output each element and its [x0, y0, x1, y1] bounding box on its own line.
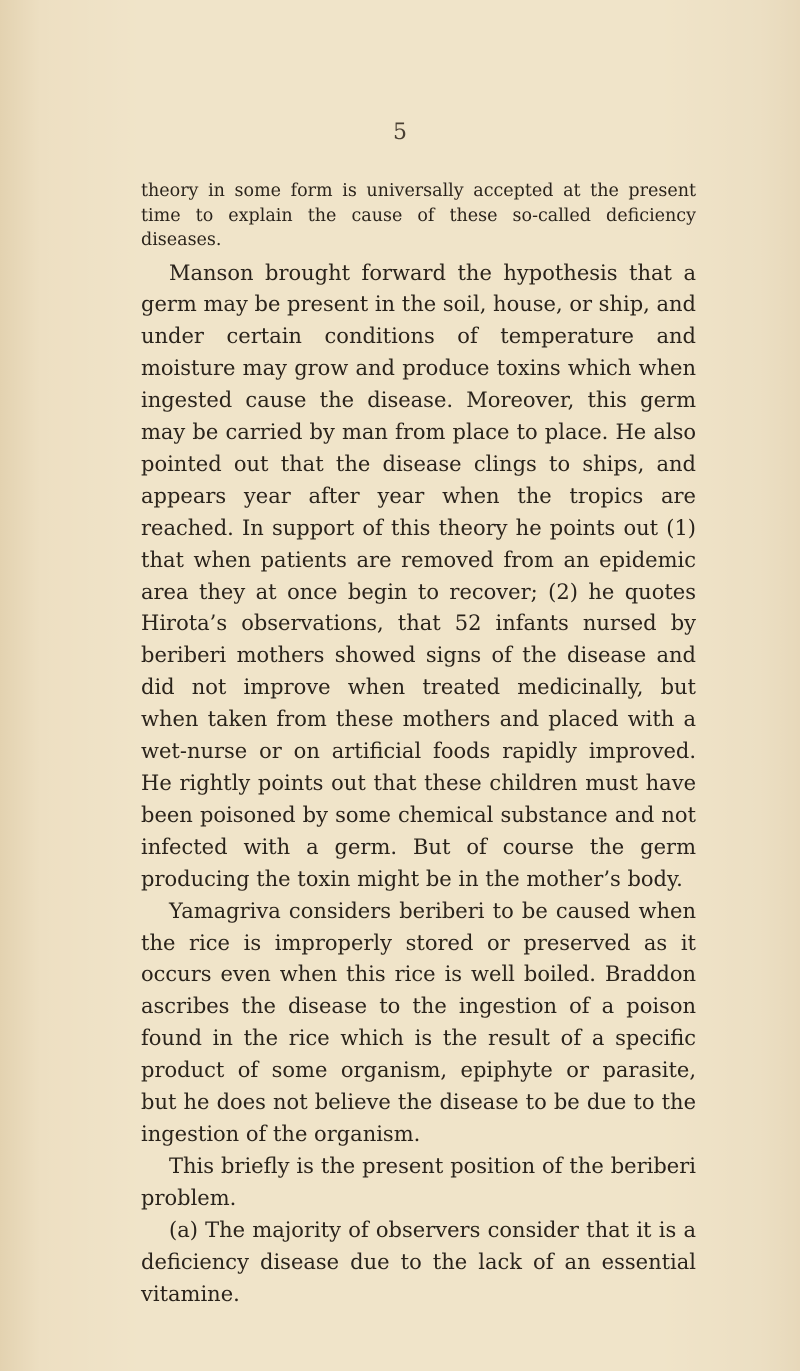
page-body	[141, 179, 696, 1310]
paragraph-point-a: (a) The majority of observers consider that it is a deficiency disease due to the lack of an essential vitamine.	[141, 1217, 696, 1306]
page-number: 5	[393, 120, 407, 145]
paragraph-continuation: theory in some form is universally accepted at the present time to explain the cause of these so-called deficiency diseases.	[141, 181, 696, 250]
paragraph-manson: Manson brought forward the hypothesis that a germ may be present in the soil, house, or ship, and under certain conditions of temperature and moisture may grow and produce toxins which when ingested cause the disease. Moreover, this germ may be carried by man from place to place. He also pointed out that the disease clings to ships, and appears year after year when the tropics are reached. In support of this theory he points out (1) that when patients are removed from an epidemic area they at once begin to recover; (2) he quotes Hirota’s observations, that 52 infants nursed by beriberi mothers showed signs of the disease and did not improve when treated medicinally, but when taken from these mothers and placed with a wet-nurse or on artificial foods rapidly improved. He rightly points out that these children must have been poisoned by some chemical substance and not infected with a germ. But of course the germ producing the toxin might be in the mother’s body.	[141, 260, 696, 891]
paragraph-summary: This briefly is the present position of the beriberi problem.	[141, 1153, 696, 1210]
paragraph-yamagriva: Yamagriva considers beriberi to be caused when the rice is improperly stored or preserved as it occurs even when this rice is well boiled. Braddon ascribes the disease to the ingestion of a poison found in the rice which is the result of a specific product of some organism, epiphyte or parasite, but he does not believe the disease to be due to the ingestion of the organism.	[141, 898, 696, 1146]
